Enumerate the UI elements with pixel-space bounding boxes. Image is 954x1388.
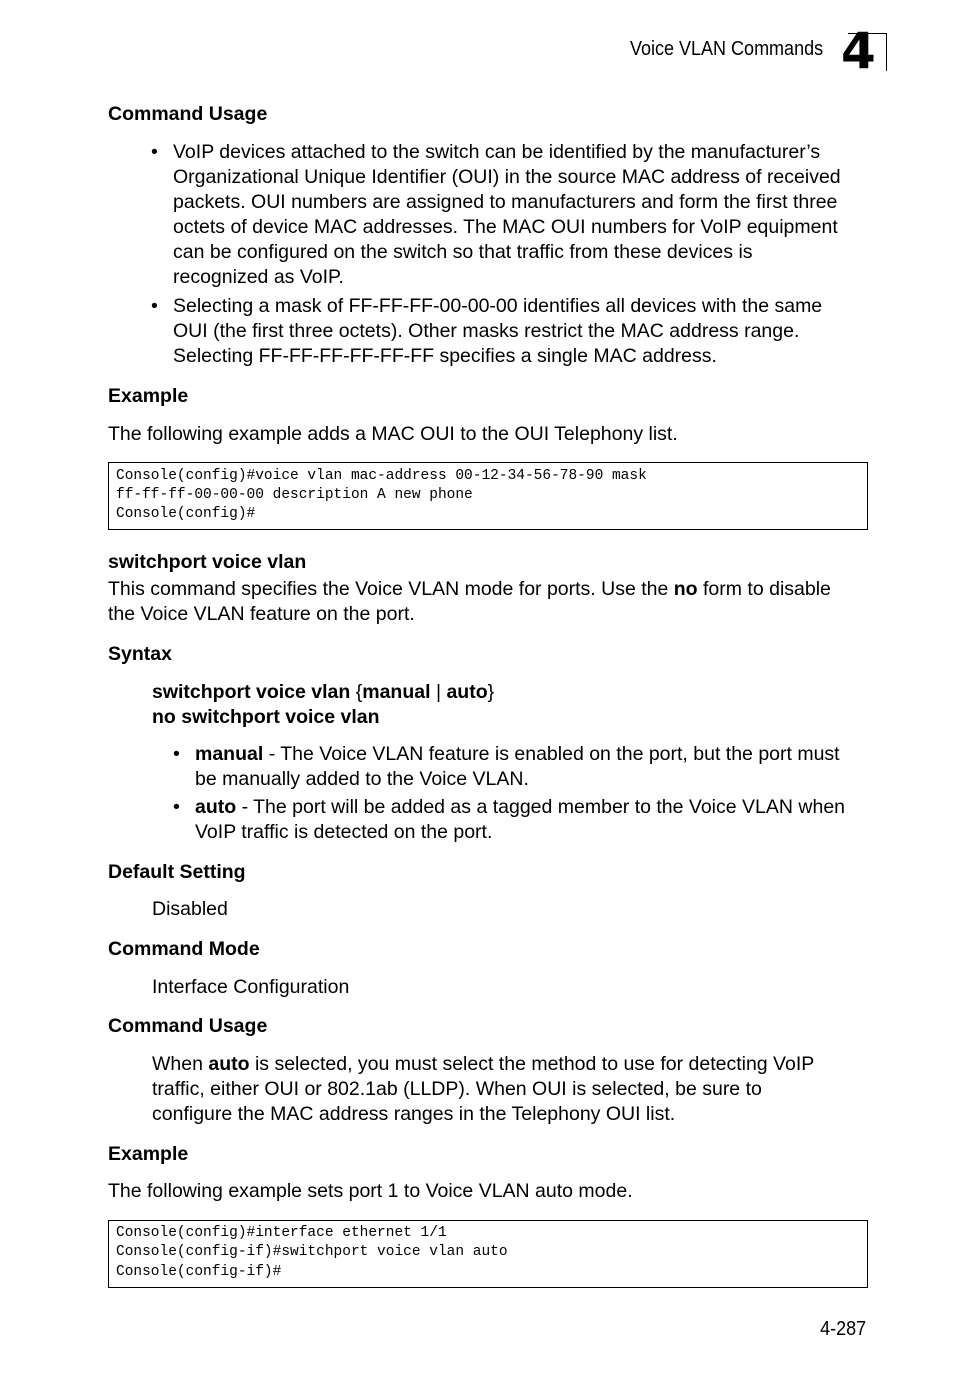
code-line: Console(config-if)# (116, 1264, 282, 1280)
text-line: The following example adds a MAC OUI to the OUI Telephony list. (108, 423, 678, 445)
text: is selected, you must select the method to use for detecting VoIP (249, 1053, 815, 1075)
text: - The Voice VLAN feature is enabled on the port, but the port must (263, 743, 840, 765)
text-line (195, 795, 845, 819)
keyword: auto (446, 681, 488, 703)
syntax-line (152, 680, 494, 704)
text-line (152, 1052, 814, 1076)
text-line: VoIP traffic is detected on the port. (195, 821, 493, 843)
code-block (108, 462, 868, 530)
bullet-icon: • (173, 796, 180, 818)
text-line: Interface Configuration (152, 976, 350, 998)
section-heading: Command Usage (108, 1015, 268, 1037)
text: This command specifies the Voice VLAN mode for ports. Use the (108, 578, 674, 600)
code-line: Console(config)#interface ethernet 1/1 (116, 1225, 447, 1241)
text-line: traffic, either OUI or 802.1ab (LLDP). When OUI is selected, be sure to (152, 1078, 762, 1100)
text: { (350, 681, 363, 703)
section-heading: Command Mode (108, 938, 260, 960)
text-line: can be configured on the switch so that traffic from these devices is (173, 241, 753, 263)
text: - The port will be added as a tagged member to the Voice VLAN when (236, 796, 846, 818)
section-heading: Syntax (108, 643, 172, 665)
text-line: configure the MAC address ranges in the Telephony OUI list. (152, 1103, 676, 1125)
text: } (487, 681, 495, 703)
text-line: OUI (the first three octets). Other masks restrict the MAC address range. (173, 320, 800, 342)
code-line: Console(config)# (116, 506, 256, 522)
keyword: manual (362, 681, 431, 703)
bullet-icon: • (151, 295, 158, 317)
section-heading: Example (108, 1143, 189, 1165)
section-heading: Example (108, 385, 189, 407)
page-number: 4-287 (819, 1318, 866, 1340)
text-line: be manually added to the Voice VLAN. (195, 768, 529, 790)
bullet-icon: • (151, 141, 158, 163)
keyword: auto (208, 1053, 250, 1075)
chapter-number: 4 (841, 22, 876, 80)
command-title: switchport voice vlan (108, 551, 307, 573)
text-line (195, 742, 840, 766)
code-line: Console(config-if)#switchport voice vlan auto (116, 1244, 508, 1260)
syntax-line: no switchport voice vlan (152, 706, 380, 728)
code-line: Console(config)#voice vlan mac-address 00-12-34-56-78-90 mask (116, 468, 647, 484)
text-line: octets of device MAC addresses. The MAC OUI numbers for VoIP equipment (173, 216, 838, 238)
text: | (430, 681, 447, 703)
text: form to disable (697, 578, 831, 600)
text-line: Selecting FF-FF-FF-FF-FF-FF specifies a single MAC address. (173, 345, 717, 367)
text-line: Selecting a mask of FF-FF-FF-00-00-00 identifies all devices with the same (173, 295, 823, 317)
bullet-icon: • (173, 743, 180, 765)
text-line: Disabled (152, 898, 228, 920)
text: When (152, 1053, 209, 1075)
section-heading: Command Usage (108, 103, 268, 125)
section-heading: Default Setting (108, 861, 246, 883)
text-line: Organizational Unique Identifier (OUI) in the source MAC address of received (173, 166, 841, 188)
running-header: Voice VLAN Commands (630, 38, 824, 60)
keyword: no (673, 578, 698, 600)
text-line: packets. OUI numbers are assigned to manufacturers and form the first three (173, 191, 838, 213)
text-line: the Voice VLAN feature on the port. (108, 603, 415, 625)
keyword: auto (195, 796, 237, 818)
text-line: VoIP devices attached to the switch can be identified by the manufacturer’s (173, 141, 821, 163)
text-line (108, 577, 831, 601)
keyword: manual (195, 743, 264, 765)
text-line: The following example sets port 1 to Voice VLAN auto mode. (108, 1180, 633, 1202)
code-block (108, 1220, 868, 1288)
code-line: ff-ff-ff-00-00-00 description A new phone (116, 487, 473, 503)
text-line: recognized as VoIP. (173, 266, 344, 288)
keyword: switchport voice vlan (152, 681, 351, 703)
